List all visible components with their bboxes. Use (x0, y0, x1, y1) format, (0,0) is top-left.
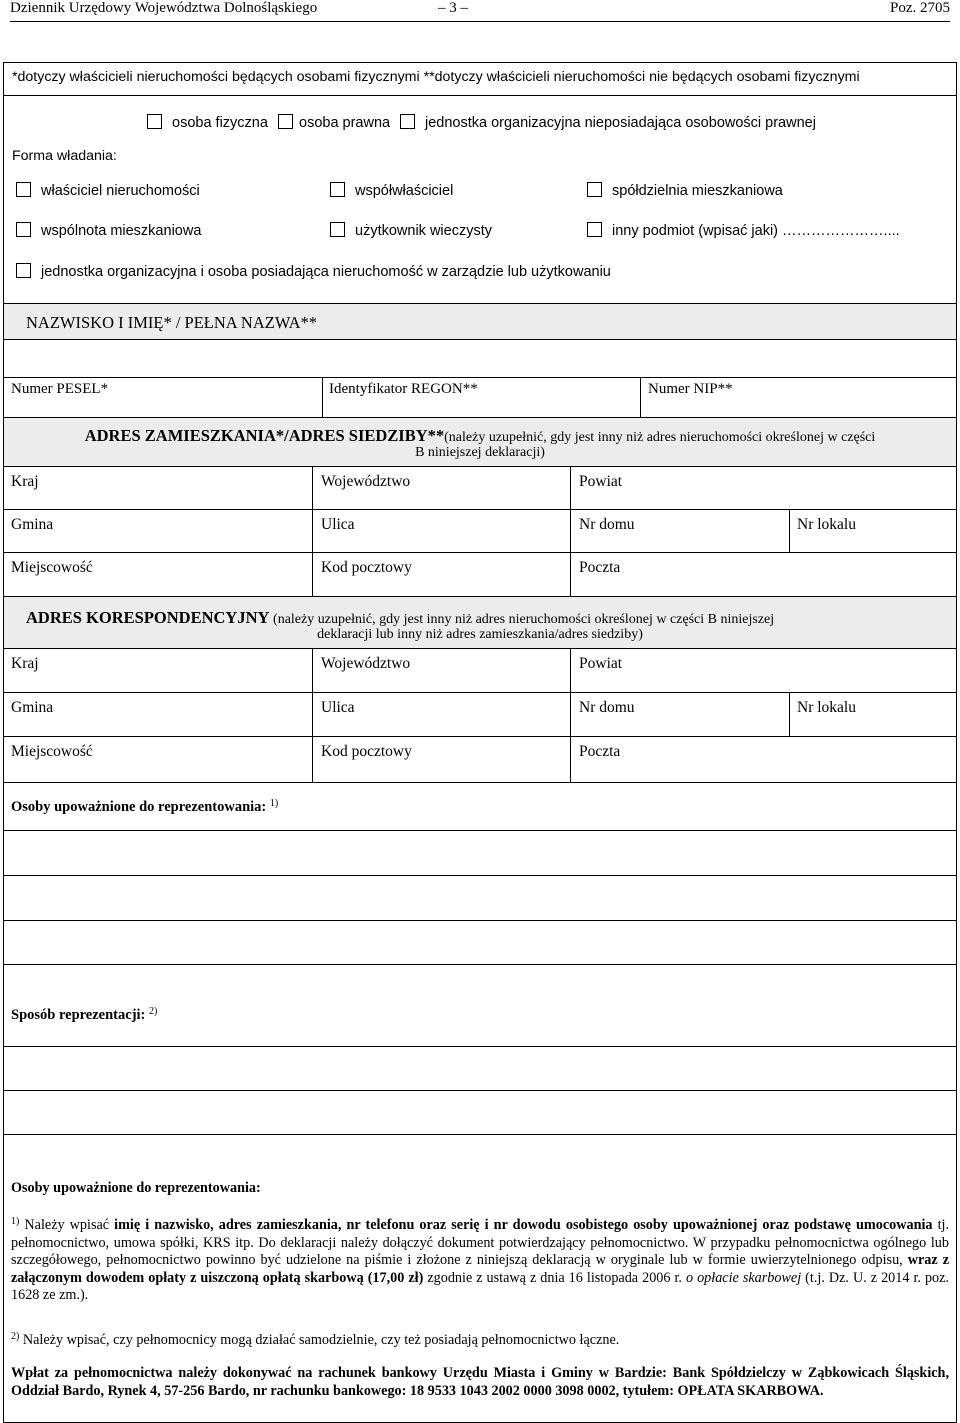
checkbox-wlasciciel[interactable]: właściciel nieruchomości (16, 182, 200, 199)
checkbox-icon[interactable] (278, 114, 293, 129)
journal-title: Dziennik Urzędowy Województwa Dolnośląskiego (10, 0, 318, 16)
corr-gmina-field[interactable]: Gmina (11, 699, 54, 716)
residence-nr-domu-field[interactable]: Nr domu (579, 516, 635, 533)
corr-nr-lokalu-field[interactable]: Nr lokalu (797, 699, 856, 716)
residence-gmina-field[interactable]: Gmina (11, 516, 54, 533)
address-corr-note: (należy uzupełnić, gdy jest inny niż adres nieruchomości określonej w części B niniejszej (273, 612, 775, 627)
checkbox-inny-podmiot[interactable]: inny podmiot (wpisać jaki) ………………….... (587, 222, 900, 239)
corr-nr-domu-field[interactable]: Nr domu (579, 699, 635, 716)
residence-miejscowosc-field[interactable]: Miejscowość (11, 559, 93, 576)
checkbox-osoba-prawna[interactable]: osoba prawna (278, 114, 390, 131)
position-number: Poz. 2705 (890, 0, 950, 16)
representatives-sup: 1) (269, 798, 279, 809)
checkbox-icon[interactable] (16, 263, 31, 278)
residence-poczta-field[interactable]: Poczta (579, 559, 621, 576)
payment-info: Wpłat za pełnomocnictwa należy dokonywać na rachunek bankowy Urzędu Miasta i Gminy w Bardzie: Bank Spółdzielczy w Ząbkowicach Śląskich, Oddział Bardo, Rynek 4, 57-256 Bardo, nr rachunku bankowego: 18 9533 1043 2002 0000 3098 0002, tytułem: OPŁATA SKARBOWA. (11, 1365, 949, 1399)
checkbox-icon[interactable] (330, 222, 345, 237)
address-residence-note2: B niniejszej deklaracji) (415, 445, 545, 460)
note-1: $^{1)}$ Należy wpisać imię i nazwisko, adres zamieszkania, nr telefonu oraz serię i nr dowodu osobistego osoby upoważnionej oraz podstawę umocowania tj. pełnomocnictwo, umowa spółki, KRS itp. Do deklaracji należy dołączyć dokument potwierdzający pełnomocnictwo. W przypadku pełnomocnictwa ogólnego lub szczegółowego, pełnomocnictwo powinno być udzielone na piśmie i złożone z niniejszą deklaracją w oryginale lub w formie uwierzytelnionego odpisu, wraz z załączonym dowodem opłaty z uiszczoną opłatą skarbową (17,00 zł) zgodnie z ustawą z dnia 16 listopada 2006 r. o opłacie skarbowej (t.j. Dz. U. z 2014 r. poz. 1628 ze zm.). (11, 1216, 950, 1303)
residence-kod-pocztowy-field[interactable]: Kod pocztowy (321, 559, 412, 576)
corr-row-3 (4, 736, 956, 782)
residence-powiat-field[interactable]: Powiat (579, 473, 623, 490)
notes-title: Osoby upoważnione do reprezentowania: (11, 1180, 261, 1196)
corr-row-2 (4, 692, 956, 736)
checkbox-jednostka-zarzad[interactable]: jednostka organizacyjna i osoba posiadająca nieruchomość w zarządzie lub użytkowaniu (16, 263, 611, 280)
corr-powiat-field[interactable]: Powiat (579, 655, 623, 672)
residence-row-1 (4, 466, 956, 509)
corr-kraj-field[interactable]: Kraj (11, 655, 39, 672)
name-section-title: NAZWISKO I IMIĘ* / PEŁNA NAZWA** (26, 313, 318, 332)
address-corr-header (4, 596, 956, 648)
checkbox-icon[interactable] (587, 222, 602, 237)
checkbox-spoldzielnia[interactable]: spółdzielnia mieszkaniowa (587, 182, 783, 199)
corr-kod-pocztowy-field[interactable]: Kod pocztowy (321, 743, 412, 760)
pesel-field[interactable]: Numer PESEL* (11, 381, 109, 397)
residence-row-3 (4, 552, 956, 596)
checkbox-icon[interactable] (400, 114, 415, 129)
representatives-title: Osoby upoważnione do reprezentowania: (11, 799, 267, 815)
address-corr-note2: deklaracji lub inny niż adres zamieszkania/adres siedziby) (317, 627, 643, 642)
representation-sup: 2) (149, 1006, 158, 1017)
address-residence-header (4, 417, 956, 466)
form-frame (3, 62, 957, 1423)
corr-poczta-field[interactable]: Poczta (579, 743, 621, 760)
footnote-legend: *dotyczy właścicieli nieruchomości będących osobami fizycznymi **dotyczy właścicieli nieruchomości nie będących osobami fizycznymi (12, 69, 860, 85)
residence-row-2 (4, 509, 956, 552)
checkbox-icon[interactable] (330, 182, 345, 197)
representation-line-1[interactable] (4, 1046, 956, 1090)
name-section-header (4, 303, 956, 339)
residence-ulica-field[interactable]: Ulica (321, 516, 355, 533)
checkbox-wspolnota[interactable]: wspólnota mieszkaniowa (16, 222, 201, 239)
forma-wladania-section (4, 95, 956, 231)
corr-wojewodztwo-field[interactable]: Województwo (321, 655, 411, 672)
checkbox-icon[interactable] (147, 114, 162, 129)
page-header (10, 0, 950, 22)
forma-wladania-label: Forma władania: (12, 148, 117, 164)
nip-field[interactable]: Numer NIP** (648, 381, 733, 397)
checkbox-icon[interactable] (16, 182, 31, 197)
residence-wojewodztwo-field[interactable]: Województwo (321, 473, 411, 490)
representation-header (4, 964, 956, 1046)
checkbox-icon[interactable] (587, 182, 602, 197)
representation-line-2[interactable] (4, 1090, 956, 1134)
id-numbers-row (4, 377, 956, 417)
representative-line-3[interactable] (4, 920, 956, 964)
regon-field[interactable]: Identyfikator REGON** (329, 381, 478, 397)
representative-line-1[interactable] (4, 830, 956, 875)
name-input-field[interactable] (4, 339, 956, 377)
representative-line-2[interactable] (4, 875, 956, 920)
checkbox-osoba-fizyczna[interactable]: osoba fizyczna (147, 114, 268, 131)
corr-ulica-field[interactable]: Ulica (321, 699, 355, 716)
note-2: $^{2)}$ Należy wpisać, czy pełnomocnicy mogą działać samodzielnie, czy też posiadają pełnomocnictwo łączne. (11, 1331, 620, 1348)
page-number: – 3 – (438, 0, 468, 16)
corr-miejscowosc-field[interactable]: Miejscowość (11, 743, 93, 760)
representation-title: Sposób reprezentacji: (11, 1007, 146, 1023)
address-residence-title: ADRES ZAMIESZKANIA*/ADRES SIEDZIBY** (84, 426, 445, 445)
residence-kraj-field[interactable]: Kraj (11, 473, 39, 490)
checkbox-wspolwlasciciel[interactable]: współwłaściciel (330, 182, 453, 199)
checkbox-uzytkownik-wieczysty[interactable]: użytkownik wieczysty (330, 222, 492, 239)
checkbox-jednostka-organizacyjna[interactable]: jednostka organizacyjna nieposiadająca osobowości prawnej (400, 114, 816, 131)
corr-row-1 (4, 648, 956, 692)
address-corr-title: ADRES KORESPONDENCYJNY (26, 608, 270, 627)
representatives-header (4, 782, 956, 830)
address-residence-note: (należy uzupełnić, gdy jest inny niż adres nieruchomości określonej w części (444, 430, 876, 445)
residence-nr-lokalu-field[interactable]: Nr lokalu (797, 516, 856, 533)
checkbox-icon[interactable] (16, 222, 31, 237)
